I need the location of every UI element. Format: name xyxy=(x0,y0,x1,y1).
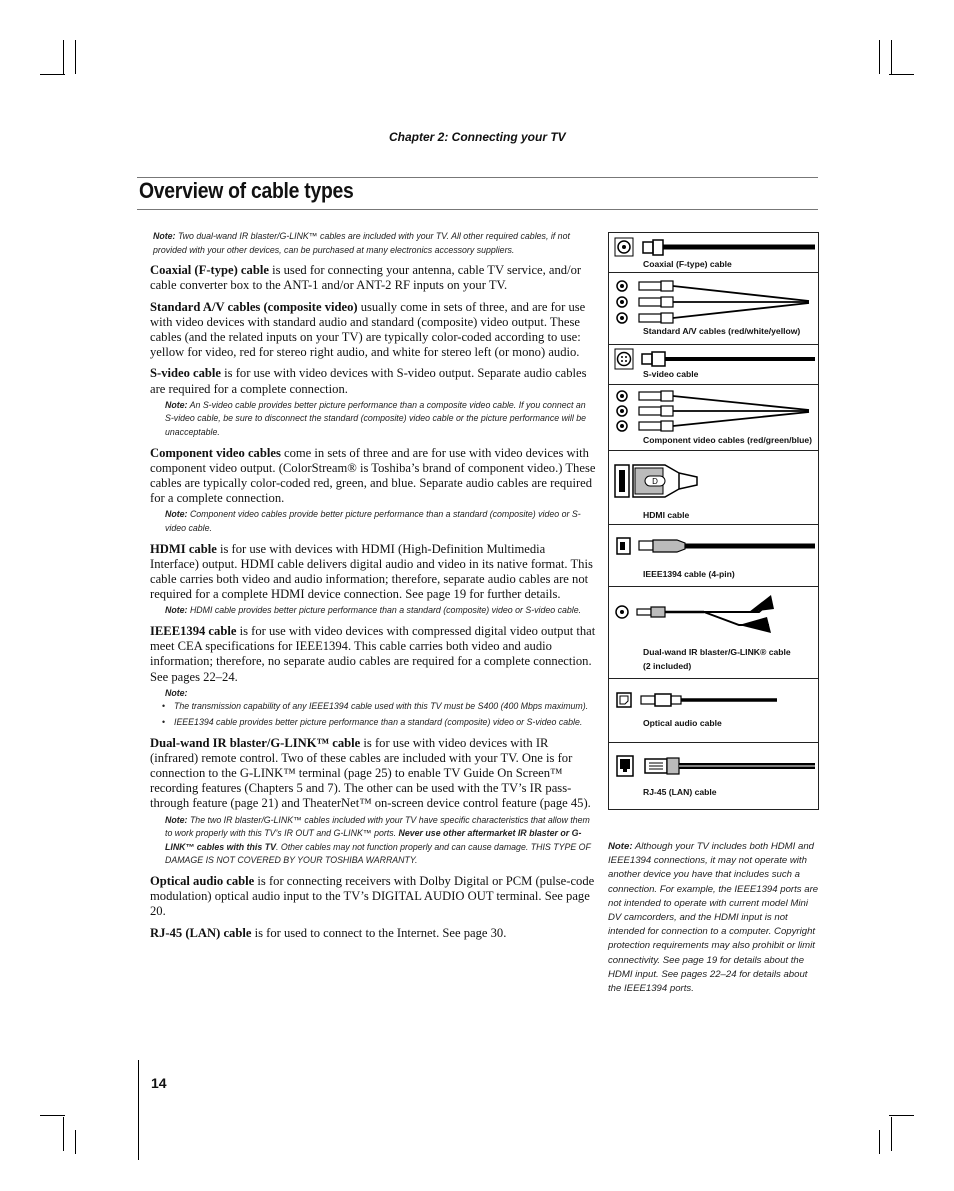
hdmi-caption: HDMI cable xyxy=(643,510,690,520)
component-note: Note: Component video cables provide better picture performance than a standard (composite) video or S-video cable. xyxy=(165,509,581,533)
ieee-caption: IEEE1394 cable (4-pin) xyxy=(643,569,735,579)
rj45-paragraph: RJ-45 (LAN) cable is for used to connect to the Internet. See page 30. xyxy=(150,925,507,940)
panel-optical xyxy=(609,679,818,743)
ieee-paragraph: IEEE1394 cable is for use with video devices with compressed digital video output that meet CEA specifications for IEEE1394. This cable carries both video and audio information; therefore, no separate audio cables are required for a complete connection. See pages 22–24. xyxy=(150,624,596,684)
ir-blaster-cable-icon xyxy=(609,587,818,679)
ir-caption-line1: Dual-wand IR blaster/G-LINK® cable xyxy=(643,647,791,657)
irblaster-note: Note: The two IR blaster/G-LINK™ cables included with your TV have specific characteristics that allow them to work properly with this TV’s IR OUT and G-LINK™ ports. Never use other aftermarket IR blaster or G-LINK™ cables with this TV. Other cables may not function properly and can cause damage. THIS TYPE OF DAMAGE IS NOT COVERED BY YOUR TOSHIBA WARRANTY. xyxy=(165,814,591,866)
svideo-paragraph: S-video cable is for use with video devices with S-video output. Separate audio cables are required for a complete connection. xyxy=(150,366,587,396)
ieee-note: Note: • The transmission capability of any IEEE1394 cable used with this TV must be S400 (400 Mbps maximum). • IEEE1394 cable provides better picture performance than a standard (composite) video or S-video cable. xyxy=(165,687,596,730)
panel-irblaster xyxy=(609,587,818,679)
coaxial-paragraph: Coaxial (F-type) cable is used for connecting your antenna, cable TV service, and/or cable converter box to the ANT-1 and/or ANT-2 RF inputs on your TV. xyxy=(150,263,582,293)
svg-text:D: D xyxy=(652,477,658,486)
hdmi-paragraph: HDMI cable is for use with devices with HDMI (High-Definition Multimedia Interface) output. HDMI cable delivers digital audio and video in its native format. This cable carries both video and audio information; therefore, separate audio cables are not required for a complete HDMI device connection. See page 19 for further details. xyxy=(150,541,593,602)
panel-hdmi xyxy=(609,451,818,525)
ir-caption-line2: (2 included) xyxy=(643,661,692,671)
coax-caption: Coaxial (F-type) cable xyxy=(643,259,732,269)
av-caption: Standard A/V cables (red/white/yellow) xyxy=(643,326,801,336)
rj45-caption: RJ-45 (LAN) cable xyxy=(643,787,717,797)
rj45-cable-icon xyxy=(609,743,818,809)
page-title: Overview of cable types xyxy=(139,178,354,203)
svideo-cable-icon xyxy=(609,345,818,385)
svideo-caption: S-video cable xyxy=(643,369,699,379)
ieee-note-bullet: • The transmission capability of any IEEE1394 cable used with this TV must be S400 (400 Mbps maximum). xyxy=(165,700,596,714)
cable-panel xyxy=(608,232,819,810)
panel-coax xyxy=(609,233,818,273)
component-paragraph: Component video cables come in sets of three and are for use with video devices with component video output. (ColorStream® is Toshiba’s brand of component video.) These cables are typically color-coded red, green, and blue. Separate audio cables are required for a complete connection. xyxy=(150,445,596,506)
optical-cable-icon xyxy=(609,679,818,743)
panel-av xyxy=(609,273,818,345)
ieee-note-bullet: • IEEE1394 cable provides better picture performance than a standard (composite) video or S-video cable. xyxy=(165,716,596,730)
panel-component xyxy=(609,385,818,451)
panel-ieee xyxy=(609,525,818,587)
panel-svideo xyxy=(609,345,818,385)
main-column xyxy=(150,230,596,947)
panel-rj45 xyxy=(609,743,818,809)
optical-paragraph: Optical audio cable is for connecting receivers with Dolby Digital or PCM (pulse-code modulation) optical audio input to the TV’s DIGITAL AUDIO OUT terminal. See page 20. xyxy=(150,873,595,919)
optical-caption: Optical audio cable xyxy=(643,718,722,728)
chapter-header: Chapter 2: Connecting your TV xyxy=(389,130,566,144)
page-number: 14 xyxy=(151,1075,167,1091)
svideo-note: Note: An S-video cable provides better picture performance than a composite video cable. If you connect an S-video cable, be sure to disconnect the standard (composite) video cable or the picture performance will be unacceptable. xyxy=(165,399,587,437)
side-note: Note: Although your TV includes both HDMI and IEEE1394 connections, it may not operate with another device you have that includes such a connection. For example, the IEEE1394 ports are not intended to operate with current model Mini DV camcorders, and the HDMI input is not intended for connection to a computer. Copyright protection requirements may also prohibit or limit connectivity. See page 19 for details about the HDMI input. See pages 22–24 for details about the IEEE1394 ports. xyxy=(608,841,819,995)
intro-note: Note: Two dual-wand IR blaster/G-LINK™ cables are included with your TV. All other required cables, if not provided with your other devices, can be purchased at many electronics accessory suppliers. xyxy=(153,231,570,255)
title-bottom-rule xyxy=(137,209,818,210)
irblaster-paragraph: Dual-wand IR blaster/G-LINK™ cable is for use with video devices with IR (infrared) remote control. Two of these cables are included with your TV. One is for connection to the G-LINK™ terminal (page 25) to enable TV Guide On Screen™ recording features (Chapters 5 and 7). The other can be used with the TV’s IR pass-through feature (page 21) and TheaterNet™ on-screen device control feature (page 45). xyxy=(150,735,591,811)
standard-av-paragraph: Standard A/V cables (composite video) usually come in sets of three, and are for use with video devices with standard audio and standard (composite) video output. These cables (and the related inputs on your TV) are typically color-coded according to use: yellow for video, red for stereo right audio, and white for stereo left (or mono) audio. xyxy=(150,299,586,360)
hdmi-cable-icon xyxy=(609,451,818,525)
hdmi-note: Note: HDMI cable provides better picture performance than a standard (composite) video or S-video cable. xyxy=(165,605,582,616)
component-caption: Component video cables (red/green/blue) xyxy=(643,435,813,445)
